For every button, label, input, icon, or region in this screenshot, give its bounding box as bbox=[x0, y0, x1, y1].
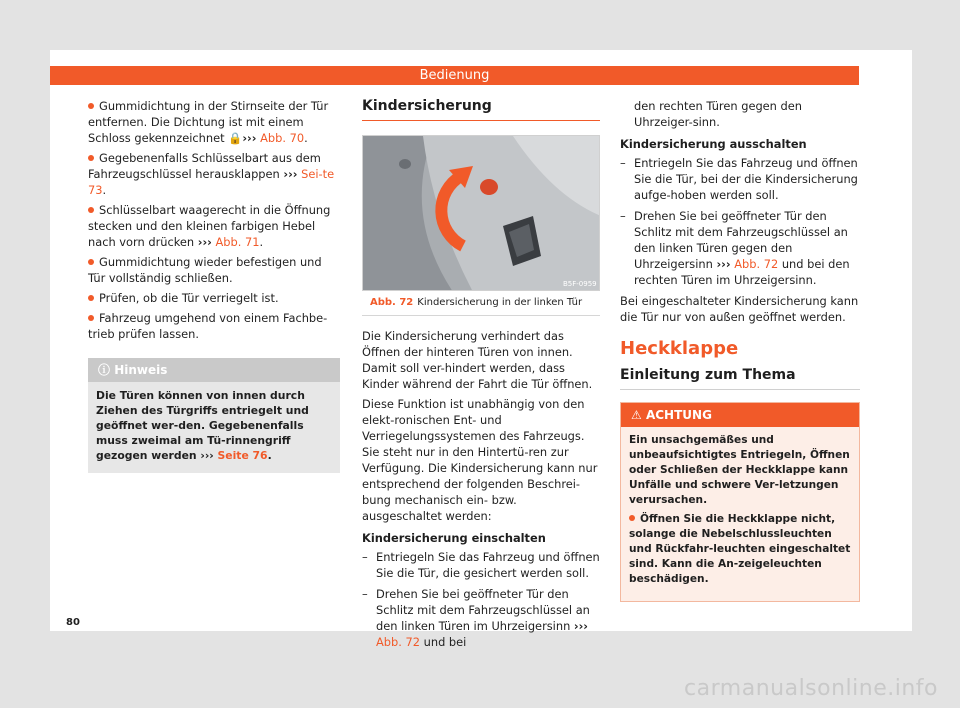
bullet-icon bbox=[88, 207, 94, 213]
bullet-icon bbox=[88, 295, 94, 301]
note-box bbox=[88, 358, 340, 473]
figure-link[interactable]: Abb. 70 bbox=[260, 131, 305, 145]
figure-caption: Abb. 72 Kindersicherung in der linken Tür bbox=[362, 291, 600, 316]
figure-child-lock bbox=[362, 135, 600, 291]
step-item: – Entriegeln Sie das Fahrzeug und öffnen Sie die Tür, bei der die Kindersicherung aufge-hoben werden soll. bbox=[620, 156, 858, 202]
subheading: Kindersicherung einschalten bbox=[362, 531, 546, 545]
bullet-icon bbox=[88, 259, 94, 265]
warning-header: ⚠ ACHTUNG bbox=[621, 403, 859, 427]
list-item: Fahrzeug umgehend von einem Fachbe-trieb prüfen lassen. bbox=[88, 311, 328, 341]
section-heading: Kindersicherung bbox=[362, 98, 600, 121]
list-item: Prüfen, ob die Tür verriegelt ist. bbox=[88, 290, 340, 306]
door-illustration bbox=[363, 136, 600, 291]
list-item: Gummidichtung wieder befestigen und Tür vollständig schließen. bbox=[88, 255, 322, 285]
list-item: Schlüsselbart waagerecht in die Öffnung stecken und den kleinen farbigen Hebel nach vorn drücken ››› Abb. 71. bbox=[88, 203, 331, 249]
subheading: Kindersicherung ausschalten bbox=[620, 137, 807, 151]
paragraph: Die Kindersicherung verhindert das Öffnen der hinteren Türen von innen. Damit soll ver-hindert werden, dass Kinder während der Fahrt die Tür öffnen. bbox=[362, 329, 593, 391]
info-icon: ⓘ bbox=[98, 363, 111, 377]
list-item: Öffnen Sie die Heckklappe nicht, solange die Nebelschlussleuchten und Rückfahr-leuchten eingeschaltet sind. Kann die An-zeigeleuchten beschädigen. bbox=[629, 513, 851, 585]
watermark: carmanualsonline.info bbox=[684, 676, 938, 701]
bullet-icon bbox=[629, 515, 635, 521]
chapter-title: Heckklappe bbox=[620, 338, 739, 359]
warning-icon: ⚠ bbox=[631, 408, 642, 422]
paragraph: Diese Funktion ist unabhängig von den elekt-ronischen Ent- und Verriegelungssystemen des Fahrzeugs. Sie steht nur in den Hintertü-ren zur Verfügung. Die Kindersicherung kann nur entsprechend der folgenden Beschrei-bung mechanisch ein- bzw. ausgeschaltet werden: bbox=[362, 397, 598, 523]
bullet-icon bbox=[88, 103, 94, 109]
figure-link[interactable]: Abb. 72 bbox=[734, 257, 779, 271]
step-item: – Entriegeln Sie das Fahrzeug und öffnen Sie die Tür, die gesichert werden soll. bbox=[362, 550, 600, 580]
section-heading: Einleitung zum Thema bbox=[620, 367, 860, 390]
paragraph: Bei eingeschalteter Kindersicherung kann die Tür nur von außen geöffnet werden. bbox=[620, 294, 859, 324]
page-number: 80 bbox=[66, 617, 80, 628]
list-item: Gummidichtung in der Stirnseite der Tür entfernen. Die Dichtung ist mit einem Schloss gekennzeichnet 🔒››› Abb. 70. bbox=[88, 99, 329, 145]
column-right bbox=[620, 98, 860, 602]
step-item: – Drehen Sie bei geöffneter Tür den Schlitz mit dem Fahrzeugschlüssel an den linken Türen gegen den Uhrzeigersinn ››› Abb. 72 und bei den rechten Türen im Uhrzeigersinn. bbox=[620, 209, 850, 287]
warning-box bbox=[620, 402, 860, 602]
lock-icon: 🔒 bbox=[228, 131, 243, 145]
bullet-icon bbox=[88, 155, 94, 161]
column-middle bbox=[362, 98, 600, 655]
figure-code: B5F-0959 bbox=[563, 280, 597, 288]
note-body: Die Türen können von innen durch Ziehen des Türgriffs entriegelt und geöffnet wer-den. Gegebenenfalls muss zweimal am Tü-rinnengriff gezogen werden ››› Seite 76. bbox=[96, 389, 309, 462]
step-continuation: den rechten Türen gegen den Uhrzeiger-sinn. bbox=[634, 99, 802, 129]
step-item: – Drehen Sie bei geöffneter Tür den Schlitz mit dem Fahrzeugschlüssel an den linken Türen im Uhrzeigersinn ››› Abb. 72 und bei bbox=[362, 587, 590, 649]
column-left bbox=[88, 98, 340, 473]
page-link[interactable]: Seite 76 bbox=[217, 449, 268, 462]
section-header: Bedienung bbox=[50, 66, 859, 85]
bullet-icon bbox=[88, 315, 94, 321]
page-link[interactable]: Sei-te 73 bbox=[88, 167, 335, 197]
figure-link[interactable]: Abb. 71 bbox=[215, 235, 260, 249]
list-item: Gegebenenfalls Schlüsselbart aus dem Fahrzeugschlüssel herausklappen ››› Sei-te 73. bbox=[88, 151, 335, 197]
warning-body: Ein unsachgemäßes und unbeaufsichtigtes Entriegeln, Öffnen oder Schließen der Heckklappe kann Unfälle und schwere Ver-letzungen verursachen. Öffnen Sie die Heckklappe nicht, solange die Nebelschlussleuchten und Rückfahr-leuchten eingeschaltet sind. Kann die An-zeigeleuchten beschädigen. bbox=[629, 434, 851, 585]
note-header: ⓘ Hinweis bbox=[88, 358, 340, 382]
figure-link[interactable]: Abb. 72 bbox=[376, 635, 420, 649]
